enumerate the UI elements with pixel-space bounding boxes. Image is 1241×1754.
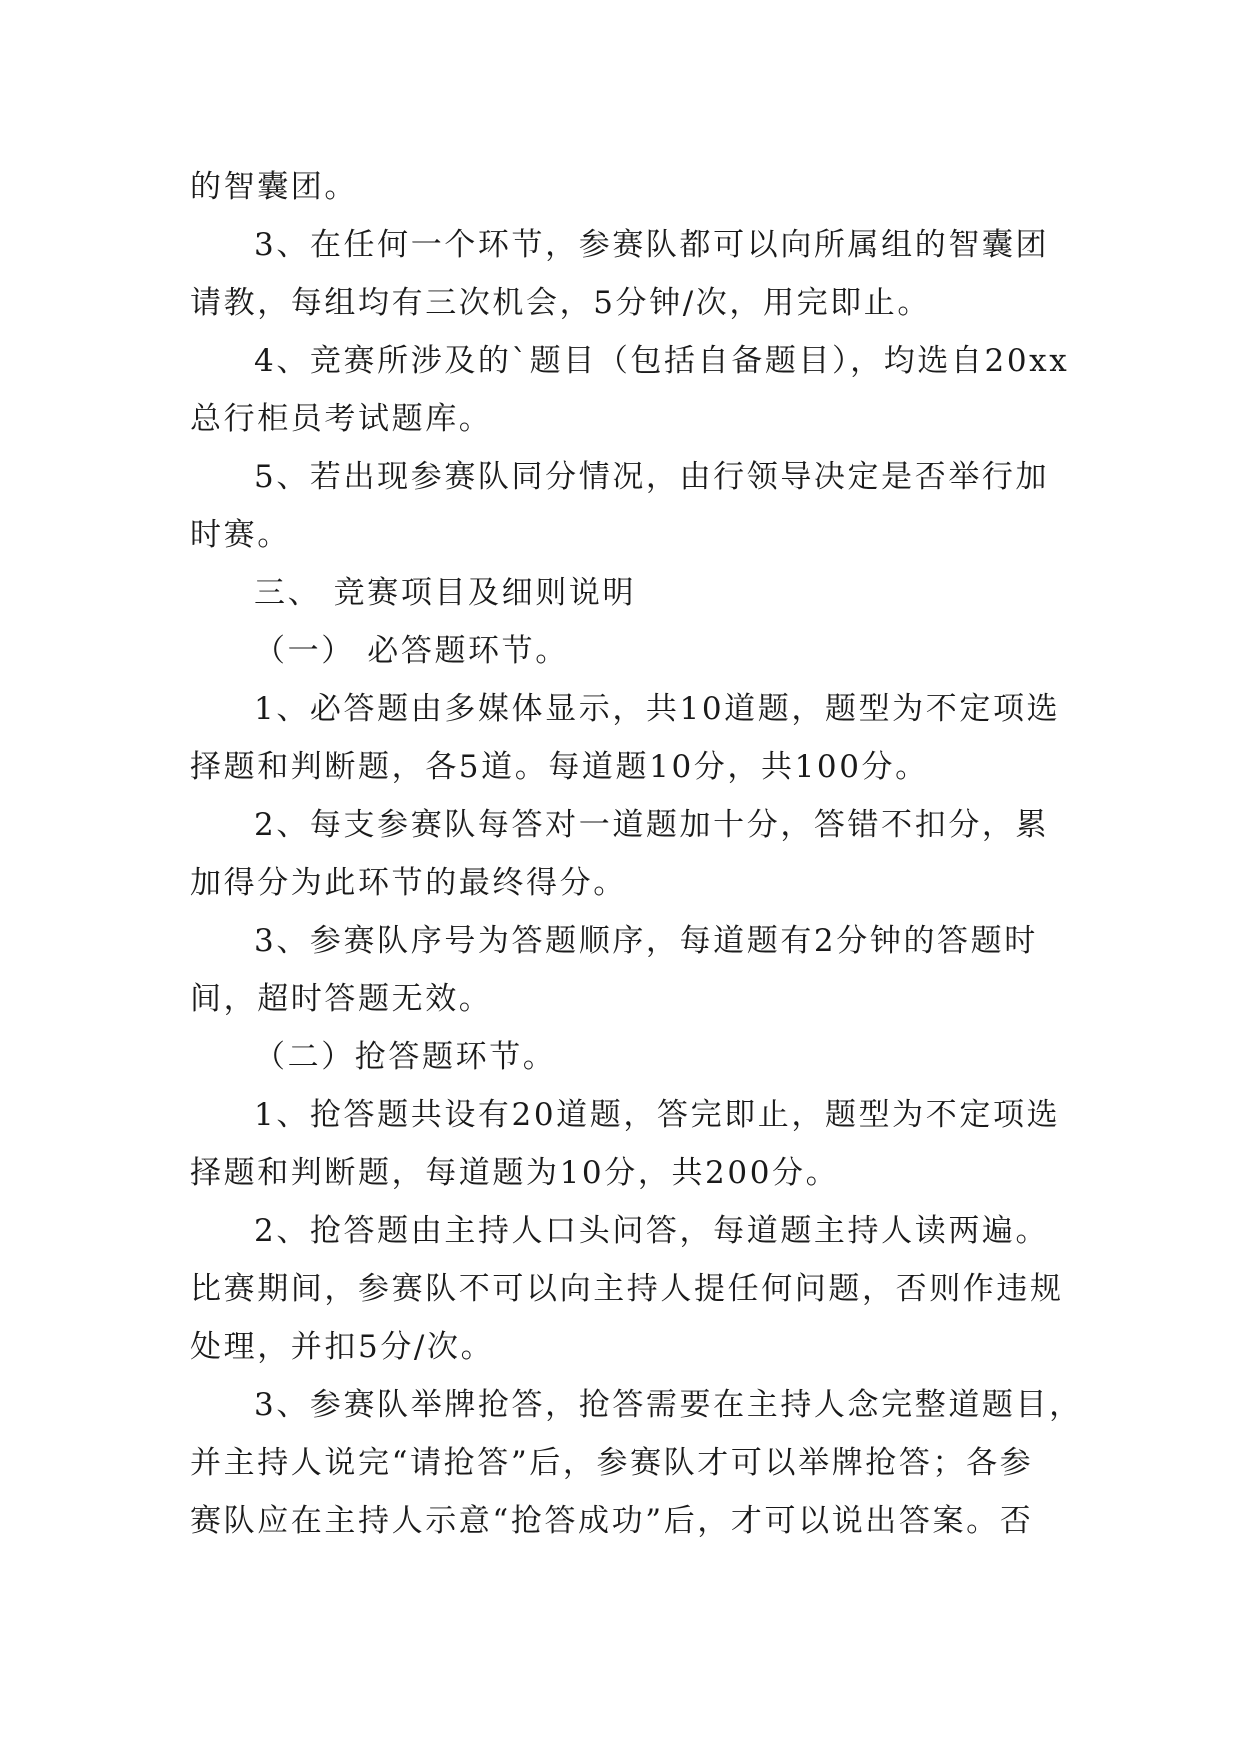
text-line: 比赛期间，参赛队不可以向主持人提任何问题，否则作违规 xyxy=(190,1271,1064,1307)
text-line: 时赛。 xyxy=(190,517,291,553)
text-line: 1、必答题由多媒体显示，共10道题，题型为不定项选 xyxy=(254,691,1061,727)
text-line: 并主持人说完“请抢答”后，参赛队才可以举牌抢答；各参 xyxy=(190,1445,1034,1481)
document-body xyxy=(190,158,1083,1550)
section-heading: 三、 竞赛项目及细则说明 xyxy=(254,575,637,611)
text-line: 处理，并扣5分/次。 xyxy=(190,1329,495,1365)
text-line: 3、参赛队序号为答题顺序，每道题有2分钟的答题时 xyxy=(254,923,1038,959)
text-line: 5、若出现参赛队同分情况，由行领导决定是否举行加 xyxy=(254,459,1050,495)
text-line: 加得分为此环节的最终得分。 xyxy=(190,865,627,901)
text-line: 间，超时答题无效。 xyxy=(190,981,493,1017)
text-line: 2、每支参赛队每答对一道题加十分，答错不扣分，累 xyxy=(254,807,1050,843)
text-line: 2、抢答题由主持人口头问答，每道题主持人读两遍。 xyxy=(254,1213,1050,1249)
text-line: 请教，每组均有三次机会，5分钟/次，用完即止。 xyxy=(190,285,931,321)
subsection-heading: （一） 必答题环节。 xyxy=(254,633,569,669)
text-line: 择题和判断题，各5道。每道题10分，共100分。 xyxy=(190,749,929,785)
text-line: 4、竞赛所涉及的`题目（包括自备题目），均选自20xx xyxy=(254,343,1070,379)
text-line: 赛队应在主持人示意“抢答成功”后，才可以说出答案。否 xyxy=(190,1503,1034,1539)
text-line: 3、参赛队举牌抢答，抢答需要在主持人念完整道题目， xyxy=(254,1387,1083,1423)
subsection-heading: （二）抢答题环节。 xyxy=(254,1039,557,1075)
text-line: 的智囊团。 xyxy=(190,169,358,205)
text-line: 1、抢答题共设有20道题，答完即止，题型为不定项选 xyxy=(254,1097,1061,1133)
text-line: 总行柜员考试题库。 xyxy=(190,401,493,437)
text-line: 择题和判断题，每道题为10分，共200分。 xyxy=(190,1155,840,1191)
text-line: 3、在任何一个环节，参赛队都可以向所属组的智囊团 xyxy=(254,227,1050,263)
